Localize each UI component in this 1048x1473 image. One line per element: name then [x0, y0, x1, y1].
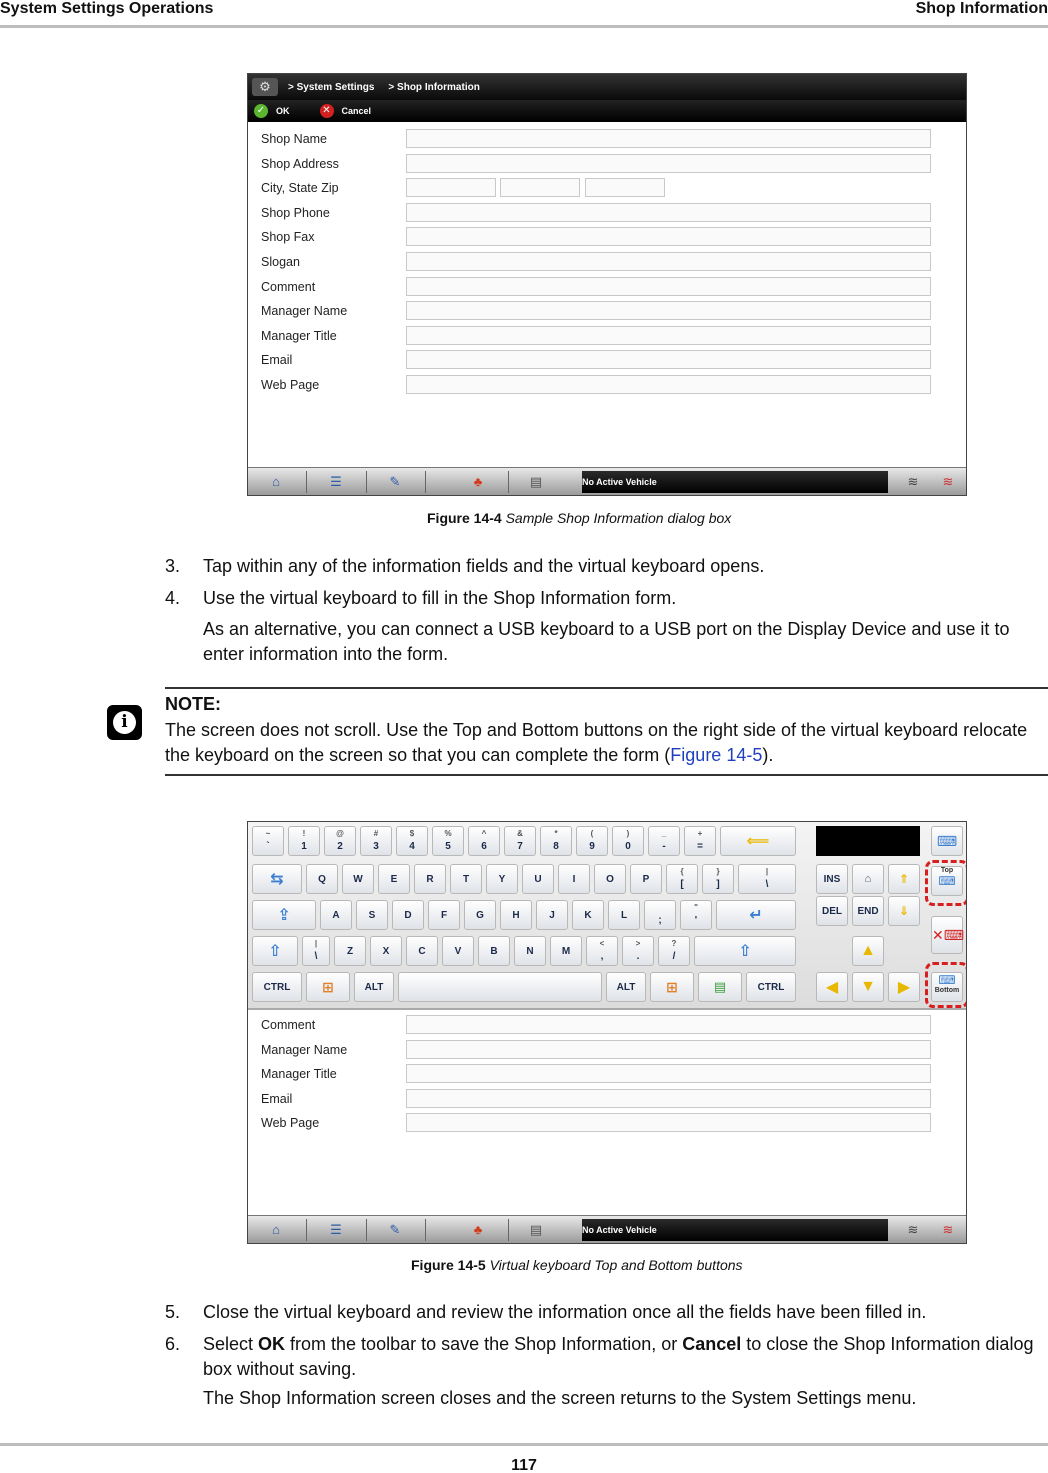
- step-text: Tap within any of the information fields and the virtual keyboard opens.: [203, 556, 765, 576]
- key-shift-char: <: [599, 939, 605, 948]
- del-key[interactable]: DEL: [816, 896, 848, 926]
- arrow-up-icon: ▲: [860, 942, 876, 959]
- step-6-post: to close the Shop Information dialog box without saving.: [203, 1334, 1034, 1379]
- key-char: 9: [589, 840, 595, 852]
- email-label: Email: [261, 1091, 293, 1106]
- form-row: [248, 1086, 966, 1111]
- separator: [508, 1219, 509, 1241]
- key-shift-char: (: [590, 829, 594, 838]
- key-m[interactable]: M: [550, 936, 582, 966]
- key-2[interactable]: [324, 826, 356, 856]
- tools-icon[interactable]: ✎: [389, 1222, 401, 1237]
- manager-title-field[interactable]: [406, 326, 931, 345]
- shop-info-form: [248, 122, 966, 397]
- form-row: [248, 298, 966, 323]
- key-j[interactable]: J: [536, 900, 568, 930]
- top-button-highlight: [925, 860, 967, 906]
- key-shift-char: &: [517, 829, 523, 838]
- key-char: [: [680, 878, 684, 890]
- printer-icon[interactable]: ▤: [529, 1222, 543, 1237]
- shop-phone-field[interactable]: [406, 203, 931, 222]
- home-key[interactable]: [852, 864, 884, 894]
- key-period[interactable]: [622, 936, 654, 966]
- note-tail: ).: [762, 745, 774, 765]
- close-keyboard-button[interactable]: [931, 916, 963, 954]
- key-shift-char: _: [661, 829, 667, 838]
- step-number: 5.: [165, 1302, 181, 1322]
- caption-text: Virtual keyboard Top and Bottom buttons: [489, 1257, 743, 1273]
- note-heading: NOTE:: [165, 694, 221, 714]
- shift-icon: ⇧: [738, 943, 752, 960]
- form-row: [248, 372, 966, 397]
- figure-14-4-screenshot: [247, 73, 967, 496]
- key-n[interactable]: N: [514, 936, 546, 966]
- left-alt-key[interactable]: ALT: [354, 972, 394, 1002]
- key-shift-char: +: [697, 829, 703, 838]
- left-shift-key[interactable]: [252, 936, 298, 966]
- backspace-arrow-icon: ⟸: [746, 833, 770, 850]
- key-pipe[interactable]: [302, 936, 330, 966]
- vehicle-icon[interactable]: ♣: [473, 474, 483, 489]
- arrow-down-icon: ▼: [860, 978, 876, 995]
- top-label: Top: [940, 867, 954, 874]
- key-a[interactable]: A: [320, 900, 352, 930]
- wifi-icon: ≋: [907, 474, 919, 489]
- key-minus[interactable]: [648, 826, 680, 856]
- key-f[interactable]: F: [428, 900, 460, 930]
- figure-14-5-link[interactable]: Figure 14-5: [670, 745, 763, 765]
- figure-14-5-caption: [411, 1257, 931, 1273]
- key-shift-char: ): [626, 829, 630, 838]
- key-char: 7: [517, 840, 523, 852]
- key-shift-char: {: [680, 867, 684, 876]
- page-down-key[interactable]: [888, 896, 920, 926]
- key-7[interactable]: [504, 826, 536, 856]
- key-char: 8: [553, 840, 559, 852]
- slogan-label: Slogan: [261, 254, 300, 269]
- page-up-icon: ⇑: [898, 872, 910, 886]
- key-v[interactable]: V: [442, 936, 474, 966]
- form-row: [248, 1061, 966, 1086]
- enter-key[interactable]: [716, 900, 796, 930]
- toolbar: [248, 100, 966, 122]
- figure-14-4-caption: [427, 510, 927, 526]
- cancel-button[interactable]: [320, 104, 372, 118]
- breadcrumb-shop-information: > Shop Information: [388, 81, 480, 93]
- status-text: No Active Vehicle: [582, 477, 657, 487]
- windows-icon: ⊞: [666, 978, 678, 995]
- key-q[interactable]: Q: [306, 864, 338, 894]
- bottom-button-highlight: [925, 962, 967, 1008]
- bottom-label: Bottom: [934, 987, 960, 994]
- vehicle-icon[interactable]: ♣: [473, 1222, 483, 1237]
- key-0[interactable]: [612, 826, 644, 856]
- caption-text: Sample Shop Information dialog box: [505, 510, 732, 526]
- ok-label: OK: [276, 106, 290, 116]
- step-text: Close the virtual keyboard and review the information once all the fields have been filled in.: [203, 1302, 927, 1322]
- key-g[interactable]: G: [464, 900, 496, 930]
- separator: [425, 471, 426, 493]
- check-icon: ✓: [254, 104, 268, 118]
- menu-key[interactable]: [698, 972, 742, 1002]
- step-6-mid: from the toolbar to save the Shop Information, or: [285, 1334, 683, 1354]
- form-row: [248, 151, 966, 176]
- key-t[interactable]: T: [450, 864, 482, 894]
- key-shift-char: ?: [671, 939, 677, 948]
- key-u[interactable]: U: [522, 864, 554, 894]
- manager-name-label: Manager Name: [261, 1042, 348, 1057]
- manager-title-label: Manager Title: [261, 1067, 337, 1082]
- step-6-pre: Select: [203, 1334, 259, 1354]
- page-header: [0, 0, 1048, 20]
- arrow-left-key[interactable]: [816, 972, 848, 1002]
- ok-button[interactable]: [254, 104, 290, 118]
- key-char: =: [697, 840, 703, 852]
- key-l[interactable]: L: [608, 900, 640, 930]
- key-char: 1: [301, 840, 307, 852]
- cancel-label: Cancel: [341, 106, 372, 116]
- form-row: [248, 1012, 966, 1037]
- key-char: ;: [658, 914, 662, 926]
- key-shift-char: %: [444, 829, 452, 838]
- key-shift-char: !: [302, 829, 306, 838]
- cancel-term: Cancel: [682, 1334, 742, 1354]
- key-char: 3: [373, 840, 379, 852]
- chapter-title: Shop Information: [915, 0, 1048, 17]
- key-shift-char: ~: [265, 829, 271, 838]
- key-5[interactable]: [432, 826, 464, 856]
- key-char: 5: [445, 840, 451, 852]
- key-x[interactable]: X: [370, 936, 402, 966]
- key-1[interactable]: [288, 826, 320, 856]
- gear-icon[interactable]: ⚙: [252, 78, 278, 96]
- figure-14-5-screenshot: [247, 821, 967, 1244]
- key-o[interactable]: O: [594, 864, 626, 894]
- key-shift-char: *: [554, 829, 558, 838]
- shop-info-form: [248, 1012, 966, 1135]
- shift-icon: ⇧: [268, 943, 282, 960]
- separator: [366, 471, 367, 493]
- page-up-key[interactable]: [888, 864, 920, 894]
- form-row: [248, 175, 966, 200]
- note-bottom-rule: [165, 774, 1048, 776]
- note-body: [165, 718, 1048, 768]
- shop-address-label: Shop Address: [261, 156, 339, 171]
- caps-lock-icon: ⇪: [277, 907, 291, 924]
- shop-fax-field[interactable]: [406, 227, 931, 246]
- vehicle-status: [582, 1219, 888, 1241]
- web-page-label: Web Page: [261, 1116, 320, 1131]
- enter-icon: ↵: [749, 907, 763, 924]
- city-field[interactable]: [406, 178, 496, 197]
- key-right-bracket[interactable]: [702, 864, 734, 894]
- keyboard-display-area: [816, 826, 920, 856]
- key-shift-char: |: [765, 867, 769, 876]
- keyboard-up-icon: ⌨: [938, 874, 956, 888]
- form-row: [248, 1037, 966, 1062]
- shop-name-label: Shop Name: [261, 132, 328, 146]
- manager-title-label: Manager Title: [261, 328, 337, 343]
- key-char: ]: [716, 878, 720, 890]
- separator: [306, 471, 307, 493]
- menu-icon: ▤: [713, 979, 727, 994]
- title-bar: [248, 74, 966, 100]
- ins-key[interactable]: INS: [816, 864, 848, 894]
- shop-phone-label: Shop Phone: [261, 205, 330, 220]
- keyboard-icon: ⌨: [936, 833, 958, 849]
- key-char: ': [694, 914, 698, 926]
- vehicle-status: [582, 471, 888, 493]
- info-icon: i: [107, 705, 142, 740]
- home-icon[interactable]: ⌂: [272, 474, 280, 489]
- slogan-field[interactable]: [406, 252, 931, 271]
- comment-label: Comment: [261, 1018, 316, 1032]
- key-char: 6: [481, 840, 487, 852]
- email-field[interactable]: [406, 1089, 931, 1108]
- step-number: 3.: [165, 556, 181, 576]
- arrow-up-key[interactable]: [852, 936, 884, 966]
- form-row: [248, 323, 966, 348]
- key-equals[interactable]: [684, 826, 716, 856]
- key-char: /: [672, 950, 676, 962]
- arrow-down-key[interactable]: [852, 972, 884, 1002]
- tab-key[interactable]: [252, 864, 302, 894]
- key-p[interactable]: P: [630, 864, 662, 894]
- web-page-label: Web Page: [261, 377, 320, 392]
- key-w[interactable]: W: [342, 864, 374, 894]
- key-char: \: [765, 878, 769, 890]
- key-char: `: [266, 840, 270, 852]
- key-char: 2: [337, 840, 343, 852]
- form-row: [248, 249, 966, 274]
- section-title: System Settings Operations: [0, 0, 214, 17]
- tab-icon: ⇆: [270, 871, 284, 888]
- key-backslash[interactable]: [738, 864, 796, 894]
- right-alt-key[interactable]: ALT: [606, 972, 646, 1002]
- printer-icon[interactable]: ▤: [529, 474, 543, 489]
- key-c[interactable]: C: [406, 936, 438, 966]
- right-windows-key[interactable]: [650, 972, 694, 1002]
- arrow-right-key[interactable]: [888, 972, 920, 1002]
- caption-number: Figure 14-5: [411, 1257, 486, 1273]
- status-text: No Active Vehicle: [582, 1225, 657, 1235]
- comment-field[interactable]: [406, 1015, 931, 1034]
- signal-icon: ≋: [942, 474, 954, 489]
- form-row: [248, 347, 966, 372]
- key-shift-char: }: [716, 867, 720, 876]
- tools-icon[interactable]: ✎: [389, 474, 401, 489]
- wifi-icon: ≋: [907, 1222, 919, 1237]
- step-number: 6.: [165, 1334, 181, 1354]
- key-char: 4: [409, 840, 415, 852]
- bottom-bar: [248, 1215, 966, 1243]
- key-shift-char: |: [314, 939, 318, 948]
- page-number: 117: [511, 1457, 537, 1473]
- shop-address-field[interactable]: [406, 154, 931, 173]
- ok-term: OK: [258, 1334, 286, 1354]
- step-4-detail: As an alternative, you can connect a USB keyboard to a USB port on the Display Device and use it to enter information into the form.: [203, 619, 1010, 664]
- key-b[interactable]: B: [478, 936, 510, 966]
- key-e[interactable]: E: [378, 864, 410, 894]
- key-3[interactable]: [360, 826, 392, 856]
- breadcrumb-system-settings[interactable]: > System Settings: [288, 81, 375, 93]
- windows-icon: ⊞: [322, 978, 334, 995]
- list-icon[interactable]: ☰: [330, 1222, 342, 1237]
- city-state-zip-label: City, State Zip: [261, 181, 339, 196]
- left-windows-key[interactable]: [306, 972, 350, 1002]
- key-8[interactable]: [540, 826, 572, 856]
- key-z[interactable]: Z: [334, 936, 366, 966]
- bottom-bar: [248, 467, 966, 495]
- note-text: The screen does not scroll. Use the Top and Bottom buttons on the right side of the virtual keyboard relocate the keyboard on the screen so that you can complete the form (: [165, 720, 1028, 765]
- key-shift-char: #: [373, 829, 379, 838]
- right-ctrl-key[interactable]: CTRL: [746, 972, 796, 1002]
- key-quote[interactable]: [680, 900, 712, 930]
- arrow-right-icon: ▶: [897, 979, 911, 996]
- key-comma[interactable]: [586, 936, 618, 966]
- comment-field[interactable]: [406, 277, 931, 296]
- web-page-field[interactable]: [406, 375, 931, 394]
- key-char: 0: [625, 840, 631, 852]
- close-icon: ✕: [320, 104, 334, 118]
- manager-name-field[interactable]: [406, 1040, 931, 1059]
- form-row: [248, 224, 966, 249]
- key-left-bracket[interactable]: [666, 864, 698, 894]
- separator: [425, 1219, 426, 1241]
- step-6-detail: The Shop Information screen closes and the screen returns to the System Settings menu.: [203, 1388, 917, 1408]
- web-page-field[interactable]: [406, 1113, 931, 1132]
- shop-fax-label: Shop Fax: [261, 230, 315, 245]
- key-char: ,: [600, 950, 604, 962]
- manager-name-label: Manager Name: [261, 304, 348, 319]
- backspace-key[interactable]: [720, 826, 796, 856]
- right-shift-key[interactable]: [694, 936, 796, 966]
- home-icon: ⌂: [864, 873, 872, 885]
- virtual-keyboard: [248, 822, 967, 1010]
- left-ctrl-key[interactable]: CTRL: [252, 972, 302, 1002]
- step-text: [203, 1332, 1048, 1382]
- manager-name-field[interactable]: [406, 301, 931, 320]
- header-rule: [0, 25, 1048, 28]
- key-y[interactable]: Y: [486, 864, 518, 894]
- key-backtick[interactable]: [252, 826, 284, 856]
- caption-number: Figure 14-4: [427, 510, 502, 526]
- keyboard-down-icon: ⌨: [938, 973, 956, 987]
- separator: [366, 1219, 367, 1241]
- key-semicolon[interactable]: [644, 900, 676, 930]
- key-char: \: [314, 950, 318, 962]
- close-keyboard-icon: ✕⌨: [932, 927, 964, 943]
- end-key[interactable]: END: [852, 896, 884, 926]
- key-r[interactable]: R: [414, 864, 446, 894]
- step-text: Use the virtual keyboard to fill in the Shop Information form.: [203, 588, 677, 608]
- key-shift-char: ^: [481, 829, 487, 838]
- key-char: -: [662, 840, 666, 852]
- home-icon[interactable]: ⌂: [272, 1222, 280, 1237]
- key-6[interactable]: [468, 826, 500, 856]
- key-9[interactable]: [576, 826, 608, 856]
- footer-rule: [0, 1443, 1048, 1446]
- key-k[interactable]: K: [572, 900, 604, 930]
- separator: [508, 471, 509, 493]
- form-row: [248, 200, 966, 225]
- comment-label: Comment: [261, 279, 316, 294]
- form-row: [248, 1110, 966, 1135]
- key-slash[interactable]: [658, 936, 690, 966]
- caps-lock-key[interactable]: [252, 900, 316, 930]
- key-shift-char: $: [409, 829, 415, 838]
- manager-title-field[interactable]: [406, 1064, 931, 1083]
- email-label: Email: [261, 353, 293, 368]
- key-char: .: [636, 950, 640, 962]
- key-d[interactable]: D: [392, 900, 424, 930]
- key-shift-char: @: [336, 829, 344, 838]
- note-top-rule: [165, 687, 1048, 689]
- zip-field[interactable]: [585, 178, 665, 197]
- key-4[interactable]: [396, 826, 428, 856]
- space-bar[interactable]: [398, 972, 602, 1002]
- state-field[interactable]: [500, 178, 580, 197]
- key-h[interactable]: H: [500, 900, 532, 930]
- separator: [306, 1219, 307, 1241]
- key-shift-char: ": [694, 903, 698, 912]
- key-s[interactable]: S: [356, 900, 388, 930]
- signal-icon: ≋: [942, 1222, 954, 1237]
- form-row: [248, 274, 966, 299]
- arrow-left-icon: ◀: [825, 979, 839, 996]
- email-field[interactable]: [406, 350, 931, 369]
- form-row: [248, 126, 966, 151]
- key-i[interactable]: I: [558, 864, 590, 894]
- page-down-icon: ⇓: [898, 904, 910, 918]
- move-keyboard-button[interactable]: [931, 826, 963, 856]
- shop-name-field[interactable]: [406, 129, 931, 148]
- key-shift-char: >: [635, 939, 641, 948]
- list-icon[interactable]: ☰: [330, 474, 342, 489]
- step-number: 4.: [165, 588, 181, 608]
